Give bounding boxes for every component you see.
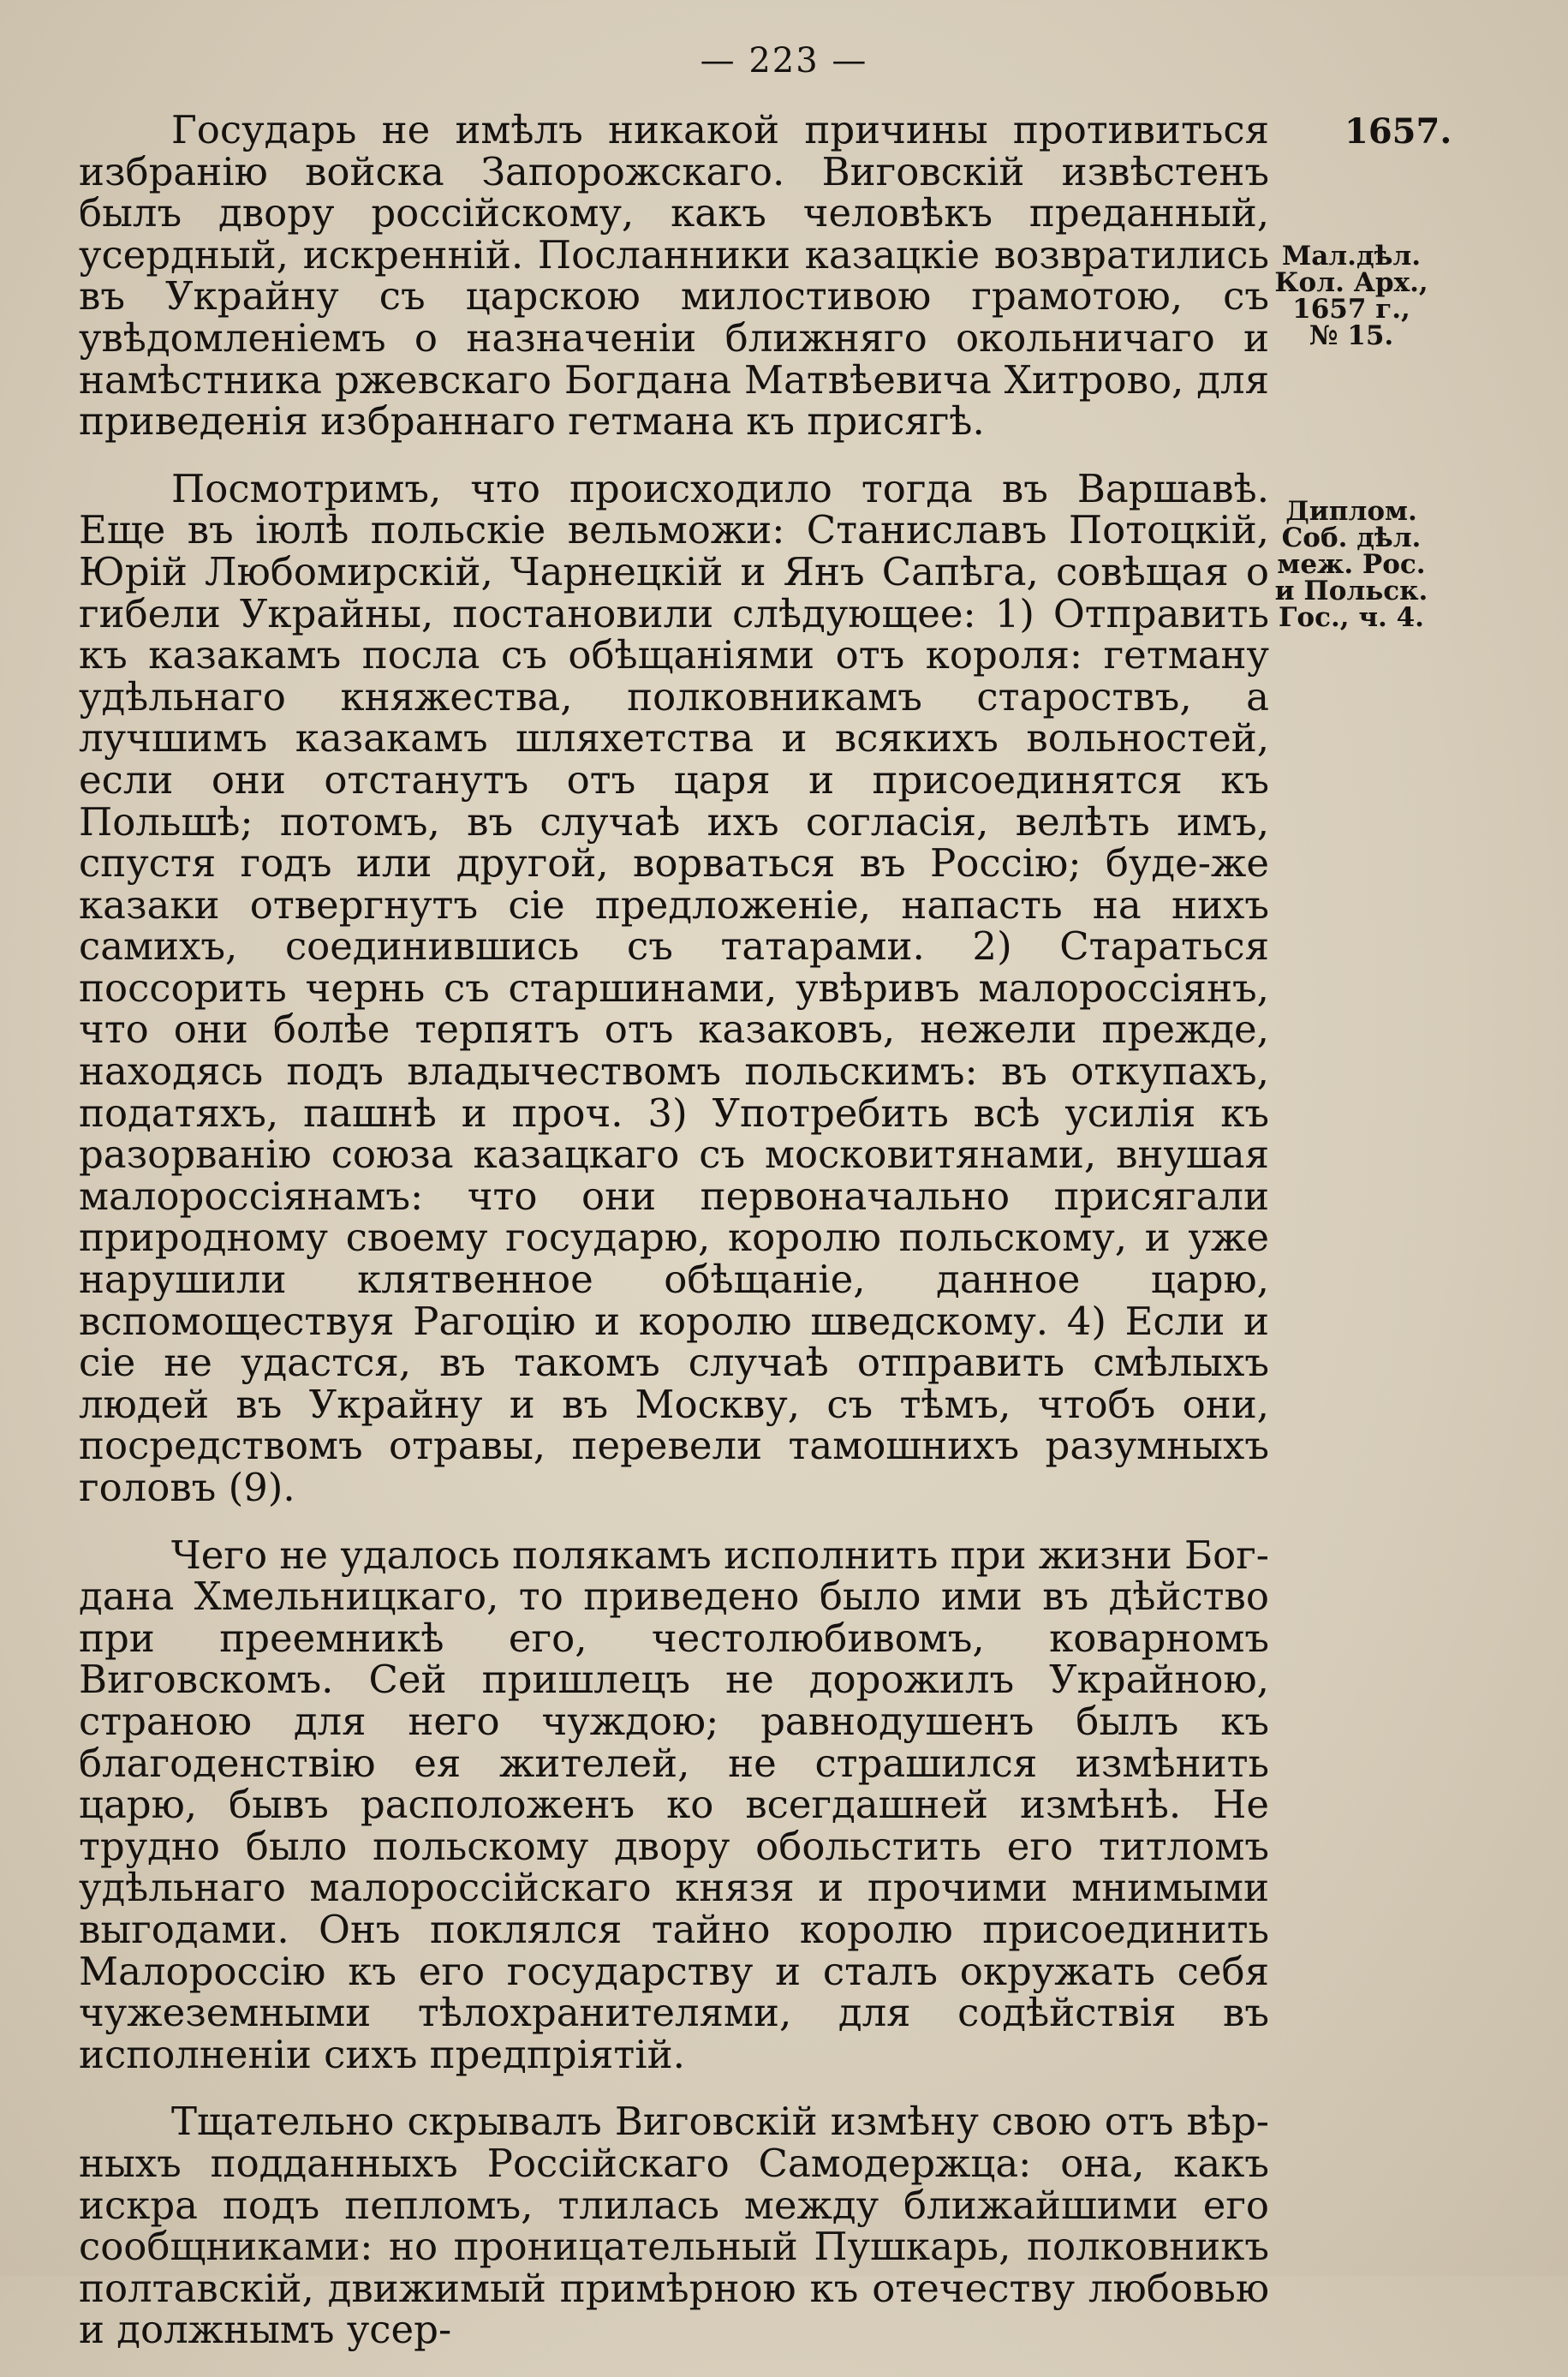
margin-note-line: Диплом. <box>1285 496 1417 527</box>
margin-note-line: Мал.дѣл. <box>1281 241 1422 272</box>
margin-note-line: Гос., ч. 4. <box>1279 602 1424 633</box>
margin-note-line: № 15. <box>1309 320 1394 351</box>
margin-note-line: 1657 г., <box>1292 294 1410 325</box>
margin-note-line: меж. Рос. <box>1277 549 1426 580</box>
paragraph: Чего не удалось полякамъ исполнить при жизни Богдана Хмельницкаго, то приведено было ими въ дѣйство при преемникѣ его, честолюбивомъ, коварномъ Виговскомъ. Сей пришлецъ не дорожилъ Украйною, страною для него чуждою; равнодушенъ былъ къ благоденствію ея жителей, не страшился измѣнить царю, бывъ расположенъ ко всегдашней измѣнѣ. Не трудно было польскому двору обольстить его титломъ удѣльнаго малороссійскаго князя и прочими мнимыми выгодами. Онъ поклялся тайно королю присоединить Малороссію къ его государству и сталъ окружать себя чужеземными тѣлохранителями, для содѣйствія въ исполненіи сихъ предпріятій. <box>79 1532 1269 2077</box>
paragraph: Государь не имѣлъ никакой причины противиться избранію войска Запорожскаго. Виговскій извѣстенъ былъ двору россійскому, какъ человѣкъ преданный, усердный, искренній. Посланники казацкіе возвратились въ Украйну съ царскою милостивою грамотою, съ увѣдомленіемъ о назначеніи ближняго окольничаго и намѣстника ржевскаго Богдана Матвѣевича Хитрово, для приведенія избраннаго гетмана къ присягѣ. <box>79 107 1269 445</box>
body-text <box>79 107 1269 2377</box>
margin-note-line: Кол. Арх., <box>1274 267 1428 298</box>
paragraph: Тщательно скрывалъ Виговскій измѣну свою отъ вѣрныхъ подданныхъ Россійскаго Самодержца: она, какъ искра подъ пепломъ, тлилась между ближайшими его сообщниками: но проницательный Пушкарь, полковникъ полтавскій, движимый примѣрною къ отечеству любовью и должнымъ усер- <box>79 2099 1269 2353</box>
margin-note-line: и Польск. <box>1274 576 1428 606</box>
paragraph: Посмотримъ, что происходило тогда въ Варшавѣ. Еще въ іюлѣ польскіе вельможи: Станиславъ Потоцкій, Юрій Любомирскій, Чарнецкій и Янъ Сапѣга, совѣщая о гибели Украйны, постановили слѣдующее: 1) Отправить къ казакамъ посла съ обѣщаніями отъ короля: гетману удѣльнаго княжества, полковникамъ староствъ, а лучшимъ казакамъ шляхетства и всякихъ вольностей, если они отстанутъ отъ царя и присоединятся къ Польшѣ; потомъ, въ случаѣ ихъ согласія, велѣть имъ, спустя годъ или другой, ворваться въ Россію; буде-же казаки отвергнутъ сіе предложеніе, напасть на нихъ самихъ, соединившись съ татарами. 2) Стараться поссорить чернь съ старшинами, увѣривъ малороссіянъ, что они болѣе терпятъ отъ казаковъ, нежели прежде, находясь подъ владычествомъ польскимъ: въ откупахъ, податяхъ, пашнѣ и проч. 3) Употребить всѣ усилія къ разорванію союза казацкаго съ московитянами, внушая малороссіянамъ: что они первоначально присягали природному своему государю, королю польскому, и уже нарушили клятвенное обѣщаніе, данное царю, вспомоществуя Рагоцію и королю шведскому. 4) Если и сіе не удастся, въ такомъ случаѣ отправить смѣлыхъ людей въ Украйну и въ Москву, съ тѣмъ, чтобъ они, посредствомъ отравы, перевели тамошнихъ разумныхъ головъ (9). <box>79 465 1269 1510</box>
margin-year: 1657. <box>1344 111 1452 152</box>
margin-note-diplomatic-ref <box>1266 496 1437 633</box>
margin-note-archive-ref <box>1266 243 1437 349</box>
page-number: — 223 — <box>700 41 868 81</box>
margin-note-line: Соб. дѣл. <box>1281 523 1422 553</box>
